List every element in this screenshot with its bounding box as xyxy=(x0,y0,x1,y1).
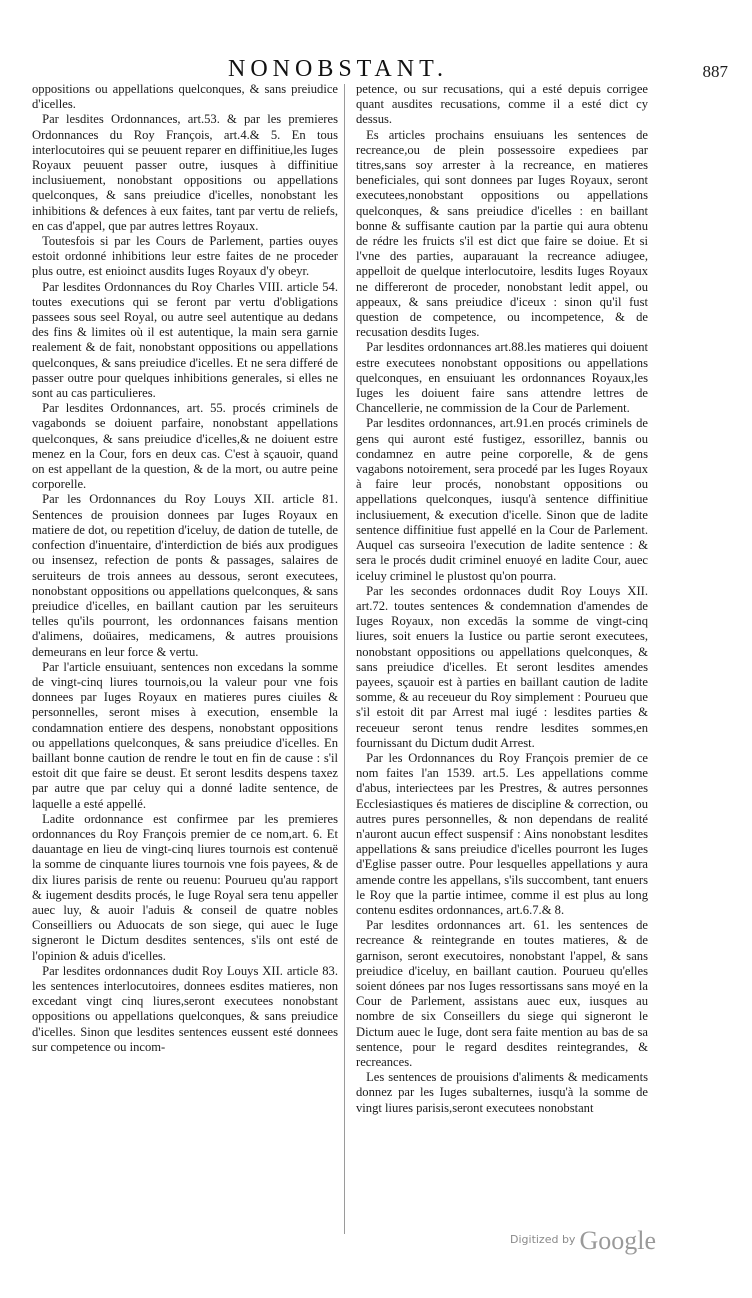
paragraph: Par lesdites ordonnances art.88.les matieres qui doiuent estre executees nonobstant oppositions ou appellations quelconques, en ensuiuant les ordonnances Royaux,les Iuges les doiuent faire sans attendre lettres de Chancellerie, ne commission de la Cour de Parlement. xyxy=(356,340,648,416)
paragraph: Par les secondes ordonnaces dudit Roy Louys XII. art.72. toutes sentences & condemnation d'amendes de Iuges Royaux, non excedās la somme de vingt-cinq liures, soit enuers la Iustice ou partie seront executees, nonobstant oppositions ou appellations quelconques, & sans preiudice d'icelles. Et seront lesdites amendes payees, sçauoir est à parties en baillant caution de ladite somme, & au receueur du Roy simplement : Pourueu que s'il estoit dit par Arrest mal iugé : lesdites parties & receueur seront tenus rendre lesdites sommes,en fournissant du Dictum dudit Arrest. xyxy=(356,583,648,750)
right-column xyxy=(356,82,648,1116)
paragraph: Par lesdites Ordonnances, art. 55. procés criminels de vagabonds se doiuent parfaire, nonobstant appellations quelconques, & sans preiudice d'icelles,& ne doiuent estre menez en la Cour, fors en deux cas. C'est à sçauoir, quand on est appellant de la question, & de la mort, ou autre peine corporelle. xyxy=(32,401,338,492)
paragraph: Par lesdites ordonnances, art.91.en procés criminels de gens qui auront esté fustigez, essorillez, bannis ou condamnez en autre peine corporelle, & de gens vagabons notoirement, sera procedé par les Iuges Royaux à faire leur procés, nonobstant oppositions ou appellations quelconques, iusqu'à sentence diffinitiue inclusiuement, & execution d'icelle. Sinon que de ladite sentence diffinitiue fust appellé en la Cour de Parlement. Auquel cas surseoira l'execution de ladite sentence : & sera le procés dudit criminel enuoyé en ladite Cour, auec iceluy criminel le plustost qu'on pourra. xyxy=(356,416,648,583)
page-number: 887 xyxy=(702,62,728,81)
paragraph: Par lesdites Ordonnances du Roy Charles VIII. article 54. toutes executions qui se feront par vertu d'obligations passees sous seel Royal, ou autre seel autentique au dedans des fins & limites où il est autentique, la main sera garnie realement & de fait, nonobstant oppositions ou appellations quelconques, & sans preiudice d'icelles. Et ne sera differé de passer outre pour quelques inhibitions generales, si elles ne sont au cas particulieres. xyxy=(32,279,338,401)
paragraph: Par l'article ensuiuant, sentences non excedans la somme de vingt-cinq liures tournois,ou la valeur pour vne fois donnees par Iuges Royaux en matieres pures ciuiles & personnelles, seront mises à execution, ensemble la condamnation entiere des despens, nonobstant oppositions ou appellations quelconques, & sans preiudice d'icelles. En baillant bonne caution de rendre le tout en fin de cause : s'il estoit dit que faire se deust. Et seront lesdits despens taxez par autre que par celuy qui a donné ladite sentence, de laquelle a esté appellé. xyxy=(32,659,338,811)
column-divider xyxy=(344,84,345,1234)
paragraph: Par lesdites ordonnances art. 61. les sentences de recreance & reintegrande en toutes matieres, & de garnison, seront executoires, nonobstant l'appel, & sans preiudice d'iceluy, en baillant caution. Pourueu qu'elles soient dónees par nos Iuges ressortissans sans moyé en la Cour de Parlement, assistans auec eux, iusques au nombre de six Conseillers du siege qui signeront le Dictum auec le Iuge, dont sera faite mention au bas de sa sentence, pour le regard desdites reintegrandes, & recreances. xyxy=(356,918,648,1069)
digitization-watermark xyxy=(510,1226,656,1255)
paragraph: petence, ou sur recusations, qui a esté depuis corrigee quant ausdites recusations, comme il a esté dict cy dessus. xyxy=(356,82,648,127)
google-logo: Google xyxy=(579,1226,656,1255)
paragraph: Par lesdites ordonnances dudit Roy Louys XII. article 83. les sentences interlocutoires, donnees esdites matieres, non excedant vingt cinq liures,seront executees nonobstant oppositions ou appellations quelconques, & sans preiudice d'icelles. Sinon que lesdites sentences eussent esté donnees sur competence ou incom- xyxy=(32,963,338,1054)
paragraph: Toutesfois si par les Cours de Parlement, parties ouyes estoit ordonné inhibitions leur estre faites de ne proceder plus outre, est enioinct ausdits Iuges Royaux d'y obeyr. xyxy=(32,234,338,279)
paragraph: Ladite ordonnance est confirmee par les premieres ordonnances du Roy François premier de ce nom,art. 6. Et dauantage en lieu de vingt-cinq liures tournois est contenuë la somme de cinquante liures tournois vne fois payees, & de dix liures parisis de rente ou reuenu: Pourueu qu'au rapport & iugement desdits procés, le Iuge Royal sera tenu appeller auec luy, & auoir l'aduis & conseil de quatre nobles Conseilliers ou Aduocats de son siege, qui auec le Iuge signeront le Dictum desdites sentences, s'ils ont esté de l'opinion & aduis d'icelles. xyxy=(32,811,338,963)
paragraph: Par les Ordonnances du Roy Louys XII. article 81. Sentences de prouision donnees par Iuges Royaux en matiere de dot, ou repetition d'iceluy, de dation de tutelle, de confection d'inuentaire, d'interdiction de biés aux prodigues ou insensez, refection de ponts & passages, salaires de seruiteurs de trois annees au dessous, seront executees, nonobstant oppositions ou appellations quelconques, & sans preiudice d'icelles, en baillant caution par les seruiteurs telles qu'ils pourront, les ordonnances faisans mention d'alimens, doüaires, medicamens, & autres prouisions demeurans en leur force & vertu. xyxy=(32,492,338,659)
digitized-by-label: Digitized by xyxy=(510,1233,576,1246)
paragraph: Par lesdites Ordonnances, art.53. & par les premieres Ordonnances du Roy François, art.4.& 5. En tous interlocutoires qui se peuuent reparer en diffinitiue,les Iuges Royaux peuuent passer outre, iusques à diffinitiue inclusiuement, nonobstant oppositions ou appellations quelconques, & sans preiudice d'icelles, nonobstant les inhibitions & defences à eux faites, tant par vertu de reliefs, en cas d'appel, que par autres lettres Royaux. xyxy=(32,112,338,233)
left-column xyxy=(32,82,338,1055)
paragraph: Par les Ordonnances du Roy François premier de ce nom faites l'an 1539. art.5. Les appellations comme d'abus, interiectees par les Prestres, & autres personnes Ecclesiastiques és matieres de discipline & correction, ou autres pures personnelles, & non dependans de realité n'auront aucun effect suspensif : Ains nonobstant lesdites appellations & sans preiudice d'icelles pourront les Iuges d'Eglise passer outre. Pour lesquelles appellations y aura amende contre les appellans, s'ils succombent, tant enuers le Roy que la partie intimee, comme il est plus au long contenu esdites ordonnances, art.6.7.& 8. xyxy=(356,750,648,917)
paragraph: Les sentences de prouisions d'aliments & medicaments donnez par les Iuges subalternes, iusqu'à la somme de vingt liures parisis,seront executees nonobstant xyxy=(356,1070,648,1115)
running-title: NONOBSTANT. xyxy=(228,56,448,82)
paragraph: oppositions ou appellations quelconques, & sans preiudice d'icelles. xyxy=(32,82,338,112)
paragraph: Es articles prochains ensuiuans les sentences de recreance,ou de plein possessoire expediees par titres,sans soy arrester à la recreance, en matieres beneficiales, qui sont donnees par Iuges Royaux, seront executees,nonobstant oppositions ou appellations quelconques, & sans preiudice d'icelles : en baillant bonne & suffisante caution par la partie qui aura obtenu de rédre les fruicts s'il est dict que faire se doiue. Et si l'vne des parties, auparauant la recreance adiugee, appelloit de quelque interlocutoire, lesdits Iuges Royaux ne differeront de proceder, nonobstant ledit appel, ou appeaux, & sans preiudice d'iceux : sinon qu'il fust question de competence, ou incompetence, & de recusation desdits Iuges. xyxy=(356,127,648,340)
